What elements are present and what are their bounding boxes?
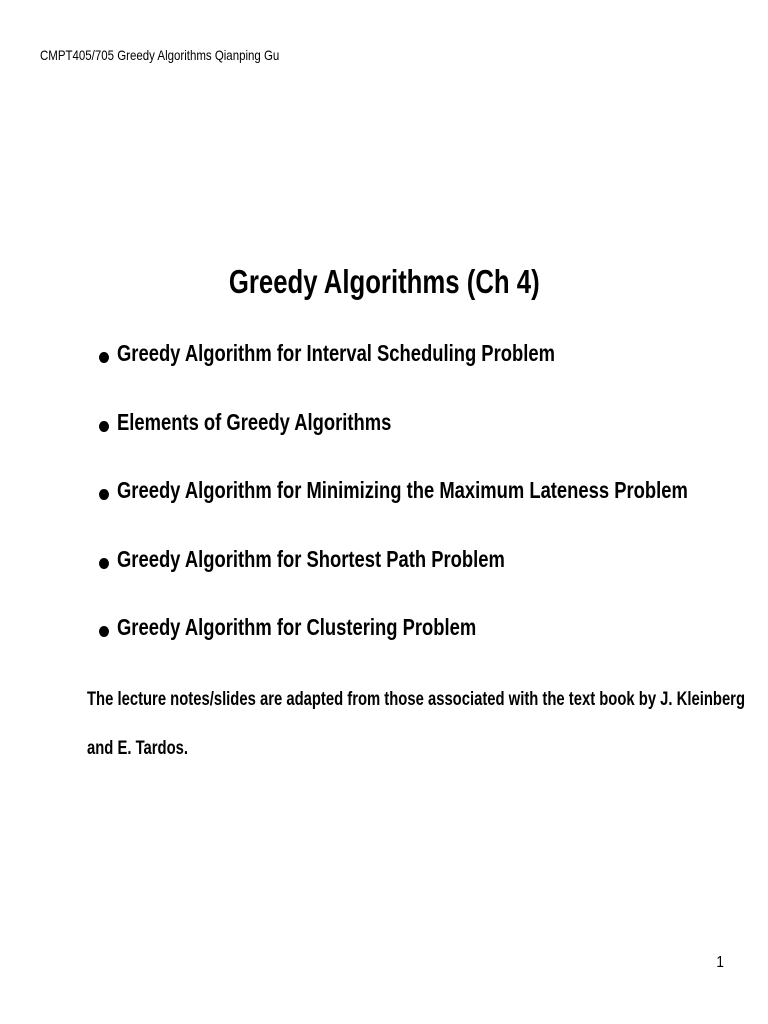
attribution-note-line-1: The lecture notes/slides are adapted from those associated with the text book by J. Kleinberg [87,689,746,710]
bullet-dot-icon [99,558,109,569]
bullet-text: Elements of Greedy Algorithms [117,408,392,435]
bullet-text: Greedy Algorithm for Shortest Path Problem [117,545,505,572]
bullet-text: Greedy Algorithm for Minimizing the Maximum Lateness Problem [117,477,688,504]
bullet-text: Greedy Algorithm for Clustering Problem [117,614,477,641]
bullet-dot-icon [99,626,109,637]
slide-title-text: Greedy Algorithms (Ch 4) [228,263,540,300]
bullet-dot-icon [99,489,109,500]
bullet-dot-icon [99,421,109,432]
slide-title [0,263,768,301]
bullet-dot-icon [99,352,109,363]
page-number: 1 [716,954,724,971]
attribution-note-line-2: and E. Tardos. [87,738,189,759]
page-header: CMPT405/705 Greedy Algorithms Qianping Gu [40,47,280,63]
bullet-text: Greedy Algorithm for Interval Scheduling Problem [117,340,555,366]
